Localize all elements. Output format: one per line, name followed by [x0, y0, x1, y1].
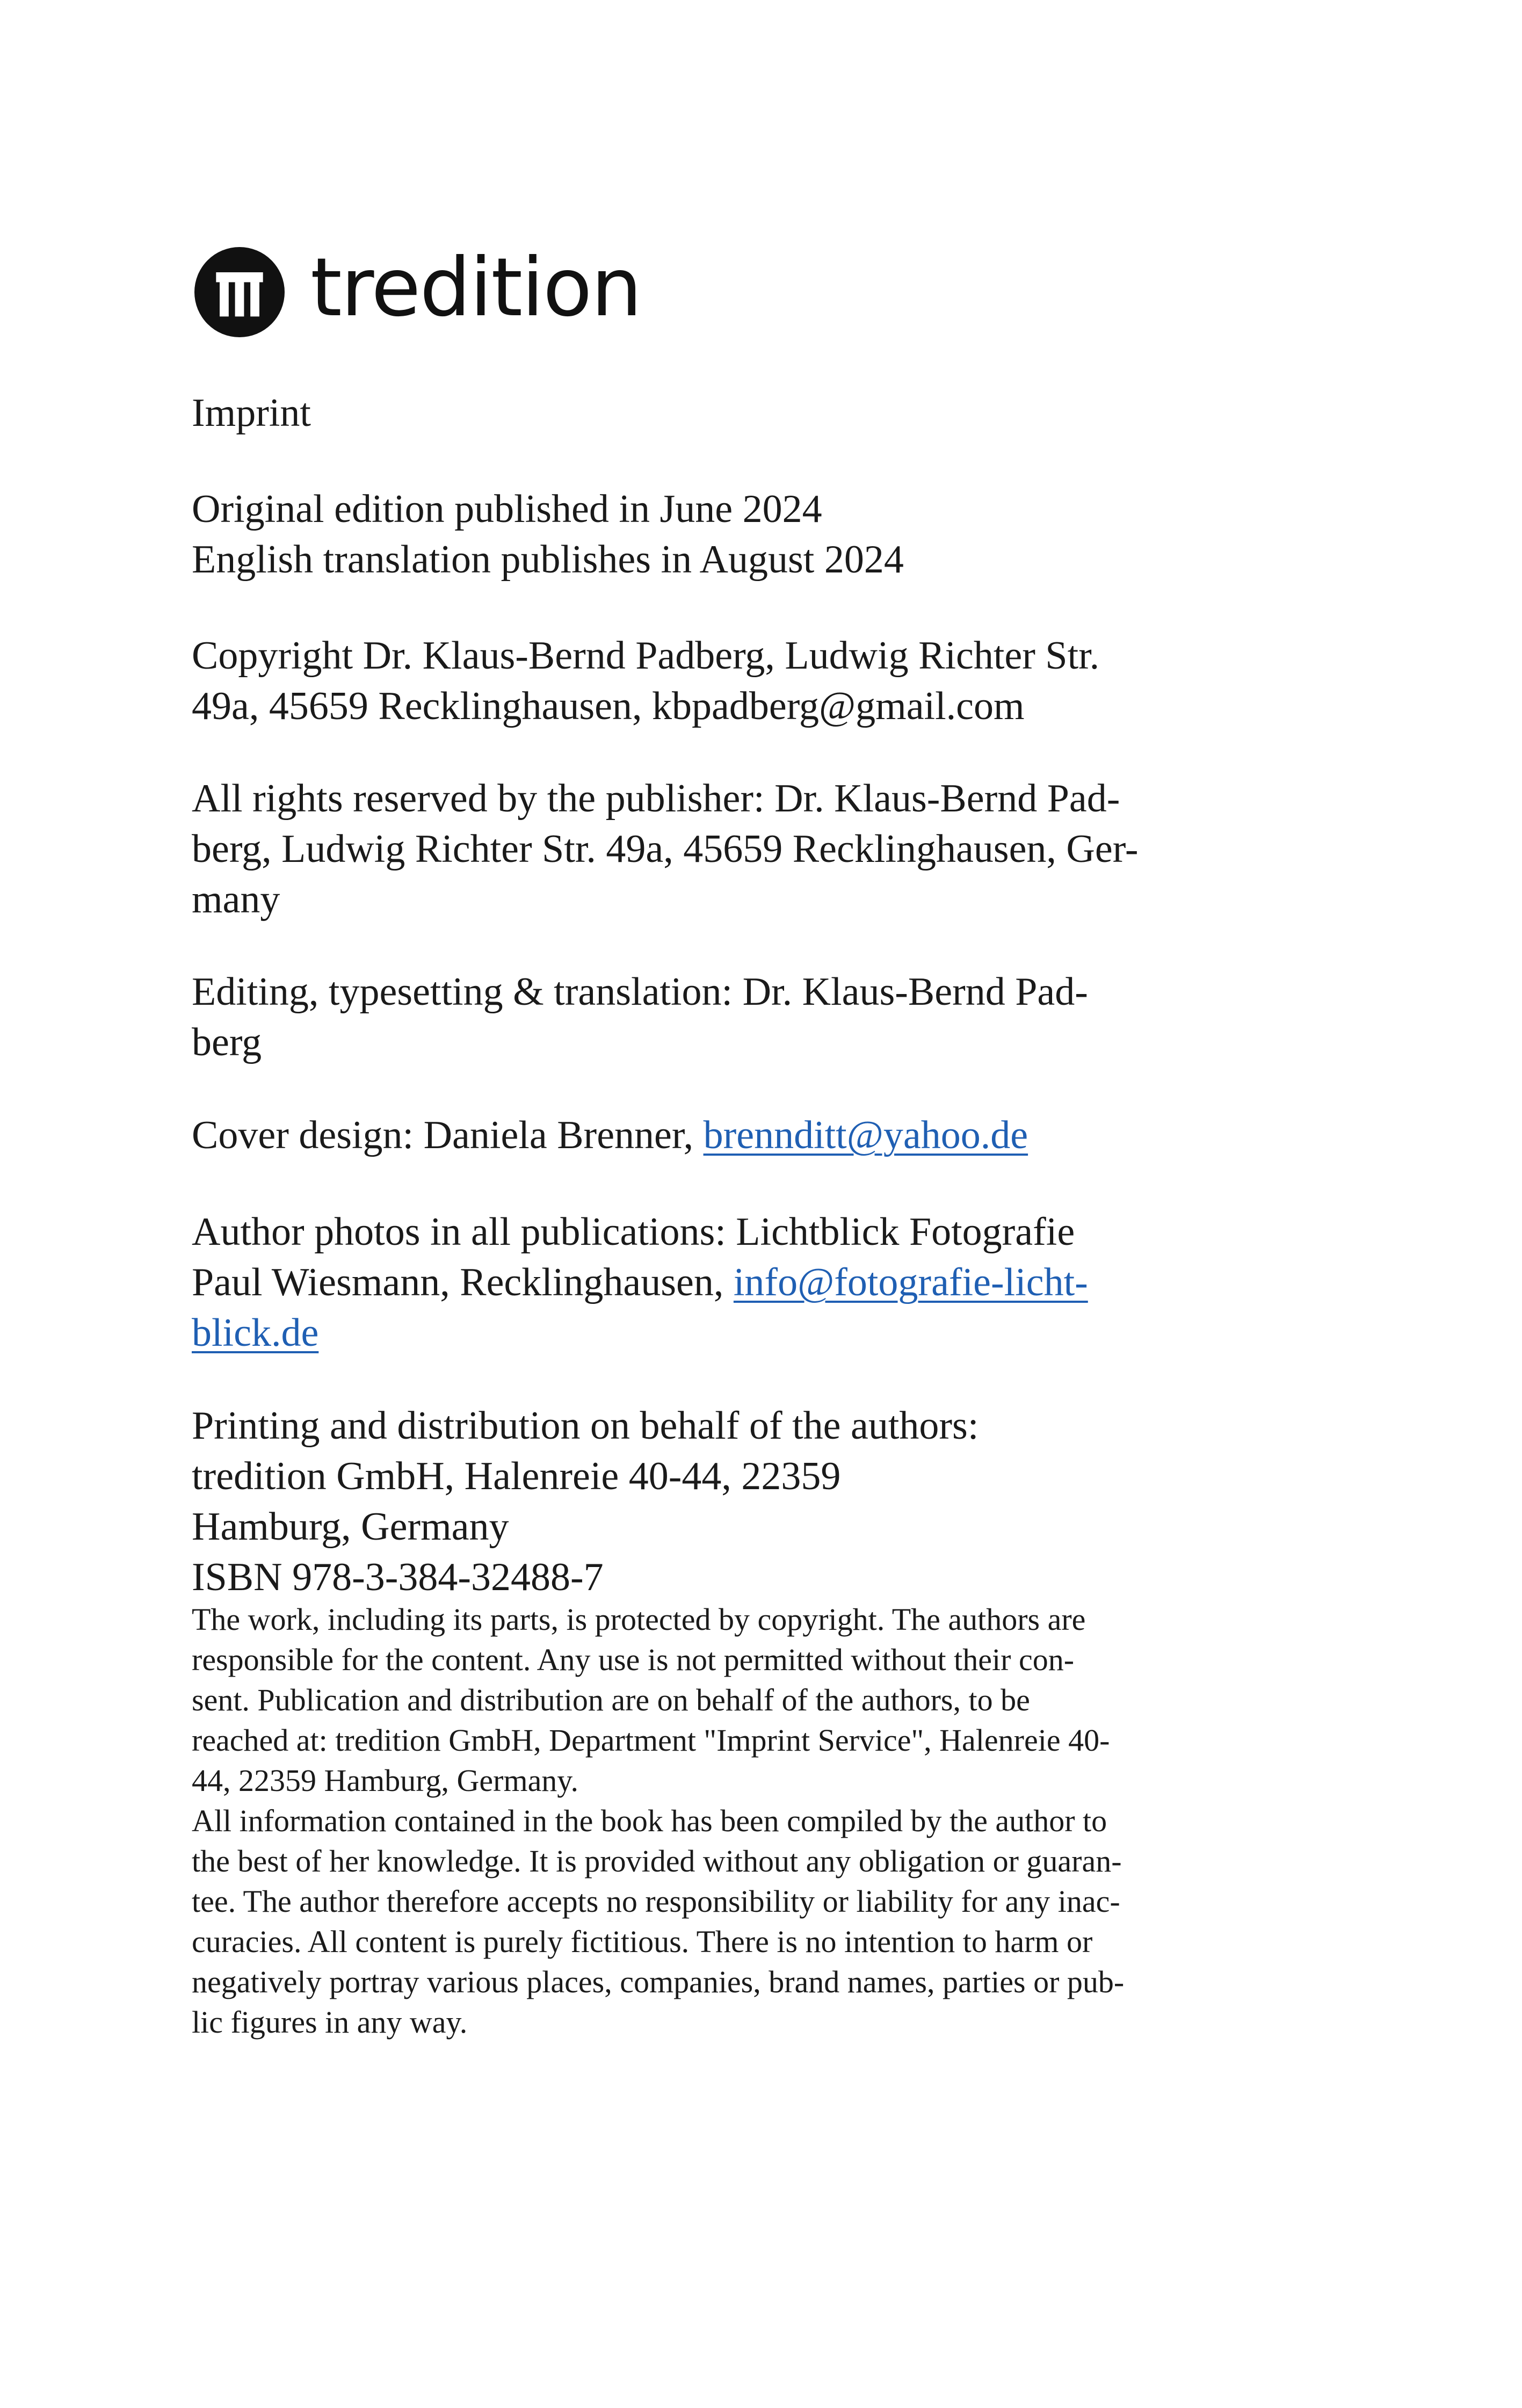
- legal-line: sent. Publication and distribution are on behalf of the authors, to be: [192, 1682, 1030, 1717]
- edition-info: [192, 484, 1244, 585]
- editing-info: [192, 967, 1244, 1068]
- edition-line: English translation publishes in August 2024: [192, 538, 904, 582]
- editing-line: berg: [192, 1020, 262, 1064]
- rights-line: berg, Ludwig Richter Str. 49a, 45659 Recklinghausen, Ger-: [192, 827, 1139, 871]
- imprint-heading: [192, 388, 1244, 438]
- printing-info: [192, 1401, 1244, 1602]
- photos-line: Author photos in all publications: Lichtblick Fotografie: [192, 1210, 1075, 1254]
- heading-text: Imprint: [192, 391, 311, 435]
- author-photos-info: [192, 1207, 1244, 1358]
- isbn-line: ISBN 978-3-384-32488-7: [192, 1555, 604, 1599]
- photos-line: [192, 1308, 1244, 1358]
- legal-line: negatively portray various places, companies, brand names, parties or pub-: [192, 1964, 1125, 1999]
- legal-line: 44, 22359 Hamburg, Germany.: [192, 1763, 579, 1798]
- legal-line: The work, including its parts, is protected by copyright. The authors are: [192, 1602, 1086, 1637]
- cover-designer-email-link[interactable]: brennditt@yahoo.de: [703, 1113, 1028, 1157]
- legal-line: curacies. All content is purely fictitious. There is no intention to harm or: [192, 1924, 1093, 1959]
- copyright-info: [192, 630, 1244, 731]
- photographer-email-link[interactable]: info@fotografie-licht-: [733, 1260, 1088, 1304]
- printing-line: Printing and distribution on behalf of the authors:: [192, 1404, 979, 1448]
- photos-line: [192, 1257, 1244, 1308]
- cover-design-info: [192, 1110, 1244, 1161]
- copyright-line: 49a, 45659 Recklinghausen, kbpadberg@gmail.com: [192, 684, 1025, 728]
- legal-line: the best of her knowledge. It is provided without any obligation or guaran-: [192, 1844, 1122, 1878]
- photographer-email-link-continued[interactable]: blick.de: [192, 1311, 319, 1355]
- legal-line: lic figures in any way.: [192, 2005, 468, 2040]
- publisher-logo: [194, 241, 641, 340]
- editing-line: Editing, typesetting & translation: Dr. Klaus-Bernd Pad-: [192, 970, 1088, 1014]
- edition-line: Original edition published in June 2024: [192, 487, 822, 531]
- logo-wordmark: tredition: [310, 241, 641, 335]
- legal-line: reached at: tredition GmbH, Department "Imprint Service", Halenreie 40-: [192, 1723, 1110, 1758]
- cover-prefix: Cover design: Daniela Brenner,: [192, 1113, 704, 1157]
- legal-notice: [192, 1599, 1244, 2042]
- tredition-logo-icon: [194, 247, 285, 337]
- rights-info: [192, 773, 1244, 925]
- legal-line: responsible for the content. Any use is not permitted without their con-: [192, 1642, 1075, 1677]
- printing-line: tredition GmbH, Halenreie 40-44, 22359: [192, 1454, 841, 1498]
- cover-line: [192, 1110, 1244, 1161]
- legal-line: tee. The author therefore accepts no responsibility or liability for any inac-: [192, 1884, 1120, 1919]
- rights-line: many: [192, 877, 280, 922]
- printing-line: Hamburg, Germany: [192, 1505, 509, 1549]
- copyright-line: Copyright Dr. Klaus-Bernd Padberg, Ludwig Richter Str.: [192, 634, 1100, 678]
- legal-line: All information contained in the book has been compiled by the author to: [192, 1803, 1107, 1838]
- photos-prefix: Paul Wiesmann, Recklinghausen,: [192, 1260, 734, 1304]
- rights-line: All rights reserved by the publisher: Dr. Klaus-Bernd Pad-: [192, 777, 1120, 821]
